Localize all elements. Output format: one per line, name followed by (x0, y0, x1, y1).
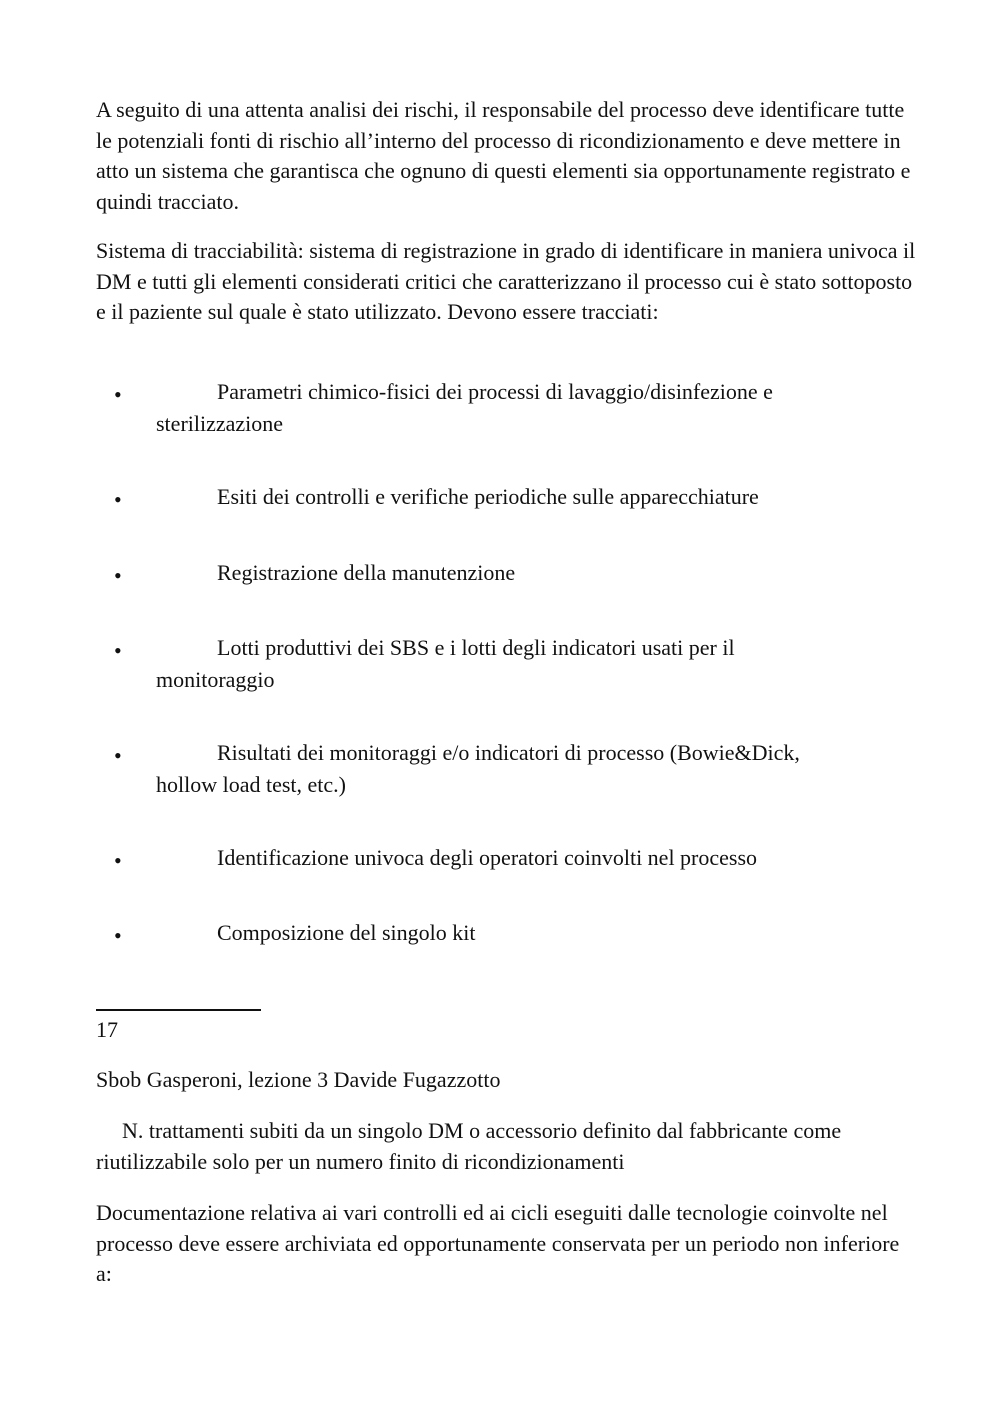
list-item (0, 557, 1000, 627)
list-item-text: Composizione del singolo kit (217, 920, 476, 945)
footnote-divider (96, 1009, 261, 1011)
list-item (0, 481, 1000, 551)
list-item-text: Identificazione univoca degli operatori coinvolti nel processo (217, 845, 758, 870)
list-item-text: Risultati dei monitoraggi e/o indicatori di processo (Bowie&Dick, hollow load test, etc.) (156, 740, 800, 797)
list-item (0, 842, 1000, 912)
bullet-icon: • (114, 563, 122, 588)
bullet-icon: • (114, 743, 122, 768)
bullet-icon: • (114, 487, 122, 512)
paragraph-treatments-count: N. trattamenti subiti da un singolo DM o accessorio definito dal fabbricante come riutilizzabile solo per un numero finito di ricondizionamenti (96, 1118, 842, 1174)
paragraph-documentation-retention: Documentazione relativa ai vari controlli ed ai cicli eseguiti dalle tecnologie coinvolte nel processo deve essere archiviata ed opportunamente conservata per un periodo non inferiore a: (96, 1200, 900, 1286)
footnote-text: Sbob Gasperoni, lezione 3 Davide Fugazzotto (96, 1067, 501, 1092)
list-item (0, 632, 1000, 702)
list-item-text: Parametri chimico-fisici dei processi di lavaggio/disinfezione e sterilizzazione (156, 379, 773, 436)
paragraph-risk-analysis: A seguito di una attenta analisi dei rischi, il responsabile del processo deve identificare tutte le potenziali fonti di rischio all’interno del processo di ricondizionamento e deve mettere in atto un sistema che garantisca che ognuno di questi elementi sia opportunamente registrato e quindi tracciato. (96, 97, 911, 214)
list-item-text: Esiti dei controlli e verifiche periodiche sulle apparecchiature (217, 484, 759, 509)
list-item-text: Lotti produttivi dei SBS e i lotti degli indicatori usati per il monitoraggio (156, 635, 735, 692)
list-item (0, 917, 1000, 987)
footnote-number: 17 (96, 1017, 118, 1042)
bullet-icon: • (114, 638, 122, 663)
bullet-icon: • (114, 382, 122, 407)
bullet-icon: • (114, 923, 122, 948)
list-item-text: Registrazione della manutenzione (217, 560, 516, 585)
bullet-icon: • (114, 848, 122, 873)
list-item (0, 737, 1000, 807)
list-item (0, 376, 1000, 446)
paragraph-traceability-system: Sistema di tracciabilità: sistema di registrazione in grado di identificare in maniera univoca il DM e tutti gli elementi considerati critici che caratterizzano il processo cui è stato sottoposto e il paziente sul quale è stato utilizzato. Devono essere tracciati: (96, 238, 916, 324)
